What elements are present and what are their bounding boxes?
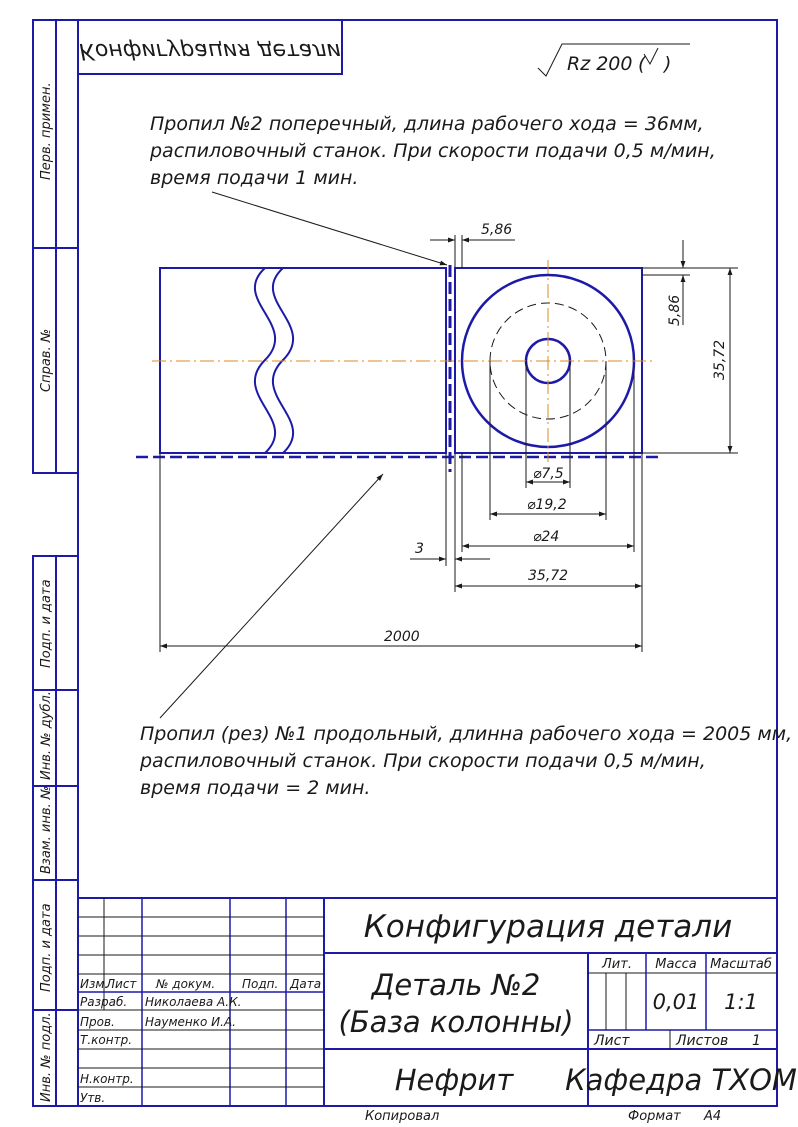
footer-format-value: А4 [704,1109,722,1124]
leader-cut2 [212,192,447,265]
dim-5-86-side [642,240,690,326]
note-cut2-line3: время подачи 1 мин. [150,167,359,189]
roughness-paren-open: ( [638,53,646,75]
tb-material: Нефрит [394,1063,514,1097]
tb-part-line1: Деталь №2 [371,968,541,1002]
tb-masshtab-value: 1:1 [724,990,758,1014]
dim-d19-2-text: ⌀19,2 [527,497,567,513]
label-podp-data-1: Подп. и дата [39,579,54,668]
tb-list-label: Лист [594,1033,630,1049]
tb-title: Конфигурация детали [363,909,733,945]
tb-part-line2: (База колонны) [338,1005,574,1039]
tb-nkontr-label: Н.контр. [80,1072,134,1086]
label-inv-dubl: Инв. № дубл. [39,691,54,780]
tb-col-dokum: № докум. [156,977,216,991]
note-cut1-line3: время подачи = 2 мин. [140,777,371,799]
dim-d24-text: ⌀24 [533,529,560,545]
dim-2000-text: 2000 [384,629,420,645]
note-cut1-line2: распиловочный станок. При скорости подачи 0,5 м/мин, [140,750,706,772]
label-inv-podl: Инв. № подл. [39,1012,54,1102]
label-perv-primen: Перв. примен. [39,82,54,180]
tb-razrab-name: Николаева А.К. [145,995,242,1009]
dim-5-86-top-text: 5,86 [481,222,513,238]
label-podp-data-2: Подп. и дата [39,903,54,992]
tb-tkontr-label: Т.контр. [80,1033,133,1047]
note-cut1-line1: Пропил (рез) №1 продольный, длинна рабочего хода = 2005 мм, [140,723,793,745]
dim-35-72-bottom-text: 35,72 [528,568,569,584]
tb-col-podp: Подп. [242,977,279,991]
dim-35-72-side-text: 35,72 [712,339,728,380]
dim-3-text: 3 [415,541,424,557]
dim-d7-5-text: ⌀7,5 [533,466,564,482]
roughness-paren-close: ) [664,53,672,75]
tb-utv-label: Утв. [80,1091,106,1105]
footer-format-label: Формат [628,1109,681,1124]
roughness-text: Rz 200 [567,53,633,75]
tb-col-izm: Изм. [80,977,109,991]
dim-35-72-side [642,268,738,453]
note-cut2-line2: распиловочный станок. При скорости подачи 0,5 м/мин, [150,140,716,162]
dim-5-86-top [430,222,515,268]
footer-kopiroval: Копировал [365,1109,440,1124]
tb-listov-label: Листов [676,1033,729,1049]
tb-col-list: Лист [106,977,137,991]
leader-cut1 [160,474,383,718]
note-cut2 [149,113,716,189]
dim-5-86-side-text: 5,86 [667,294,683,326]
tb-razrab-label: Разраб. [80,995,128,1009]
tb-lit-label: Лит. [602,957,632,972]
tb-massa-value: 0,01 [652,990,700,1014]
dim-3 [410,453,490,592]
label-vzam-inv: Взам. инв. № [39,785,54,874]
mirrored-stamp-text: Конфигурация детали [79,38,341,63]
note-cut2-line1: Пропил №2 поперечный, длина рабочего хода = 36мм, [150,113,704,135]
tb-col-data: Дата [290,977,322,991]
tb-org: Кафедра ТХОМ [565,1063,797,1097]
tb-prov-name: Науменко И.А. [145,1015,236,1029]
tb-listov-value: 1 [752,1033,761,1049]
tb-masshtab-label: Масштаб [710,957,772,972]
dim-35-72-bottom [455,453,642,652]
tb-massa-label: Масса [655,957,697,972]
roughness-symbol [538,44,690,76]
label-sprav-no: Справ. № [39,328,54,392]
note-cut1 [139,723,792,799]
tb-prov-label: Пров. [80,1015,115,1029]
